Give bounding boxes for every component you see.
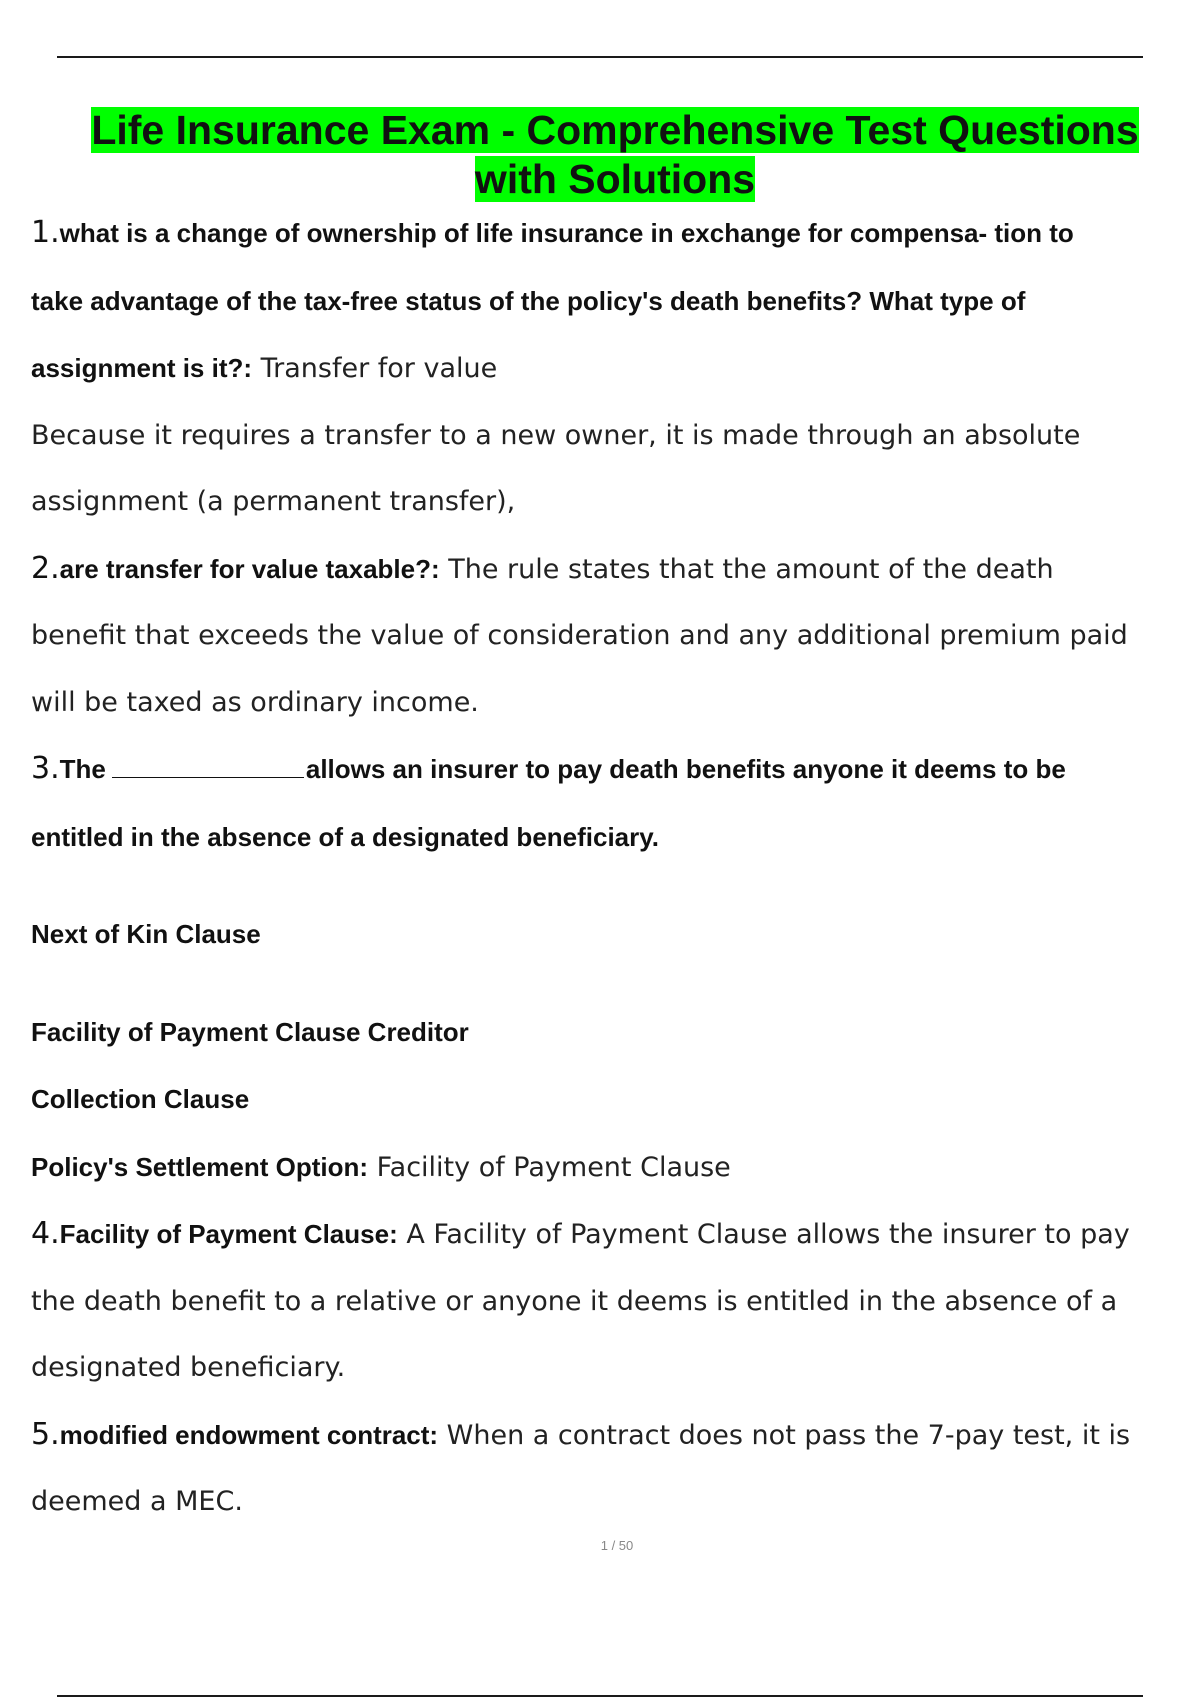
spacer — [31, 969, 1191, 999]
answer-text: When a contract does not pass the 7-pay test, it is — [438, 1419, 1131, 1451]
answer-text: A Facility of Payment Clause allows the insurer to pay — [397, 1219, 1130, 1250]
question-number: 4. — [31, 1216, 60, 1251]
footer-rule — [57, 1695, 1143, 1697]
question-4-line-1 — [31, 1201, 1191, 1269]
question-3-line-2 — [31, 804, 1191, 872]
question-text: what is a change of ownership of life insurance in exchange for compensa- tion to — [59, 218, 1074, 248]
question-2-line-2 — [31, 603, 1191, 670]
document-title — [30, 106, 1200, 204]
question-3-option-4 — [31, 1134, 1191, 1202]
question-number: 2. — [31, 550, 60, 586]
question-4-line-2 — [31, 1269, 1191, 1336]
question-1-line-2 — [31, 268, 1191, 336]
option-text: Collection Clause — [31, 1084, 250, 1114]
answer-text: will be taxed as ordinary income. — [31, 686, 479, 718]
answer-text: benefit that exceeds the value of consideration and any additional premium paid — [31, 620, 1128, 651]
question-5-line-1 — [31, 1402, 1191, 1470]
question-text: are transfer for value taxable?: — [59, 553, 440, 584]
question-3-option-1 — [31, 901, 1191, 969]
answer-text: Facility of Payment Clause — [368, 1151, 731, 1183]
answer-text: The rule states that the amount of the death — [439, 553, 1054, 585]
question-text: entitled in the absence of a designated beneficiary. — [31, 821, 660, 852]
question-3-option-2 — [31, 999, 1191, 1067]
option-text: Next of Kin Clause — [31, 919, 261, 949]
question-1-explanation-2 — [31, 469, 1191, 536]
page-indicator: 1 / 50 — [600, 1538, 634, 1553]
answer-text: designated beneficiary. — [31, 1352, 346, 1383]
question-number: 5. — [31, 1416, 60, 1452]
title-line-2: with Solutions — [474, 156, 756, 202]
answer-text: Transfer for value — [252, 353, 498, 384]
document-body — [31, 200, 1191, 1536]
question-5-line-2 — [31, 1469, 1191, 1536]
question-text: Facility of Payment Clause: — [59, 1219, 398, 1249]
answer-text: the death benefit to a relative or anyone it deems is entitled in the absence of a — [31, 1285, 1118, 1317]
spacer — [31, 871, 1191, 901]
answer-text: Because it requires a transfer to a new owner, it is made through an absolute — [31, 419, 1081, 451]
header-rule — [57, 56, 1143, 58]
question-text: allows an insurer to pay death benefits anyone it deems to be — [305, 754, 1066, 784]
question-text: The — [59, 754, 106, 784]
question-4-line-3 — [31, 1335, 1191, 1402]
question-text: modified endowment contract: — [59, 1419, 439, 1450]
answer-text: assignment (a permanent transfer), — [31, 486, 516, 517]
question-1-explanation-1 — [31, 403, 1191, 470]
question-number: 3. — [31, 751, 60, 786]
title-line-1: Life Insurance Exam - Comprehensive Test Questions — [91, 107, 1139, 153]
question-1-line-1 — [31, 200, 1191, 268]
question-number: 1. — [31, 215, 60, 250]
question-1-line-3 — [31, 335, 1191, 403]
question-text: take advantage of the tax-free status of the policy's death benefits? What type of — [31, 285, 1026, 316]
option-text: Facility of Payment Clause Creditor — [31, 1016, 469, 1047]
question-3-option-3 — [31, 1066, 1191, 1134]
question-2-line-3 — [31, 670, 1191, 737]
answer-text: deemed a MEC. — [31, 1486, 243, 1517]
question-3-line-1 — [31, 736, 1191, 804]
question-text: assignment is it?: — [31, 353, 253, 383]
option-text: Policy's Settlement Option: — [31, 1151, 369, 1182]
question-2-line-1 — [31, 536, 1191, 604]
fill-in-blank — [112, 751, 304, 778]
